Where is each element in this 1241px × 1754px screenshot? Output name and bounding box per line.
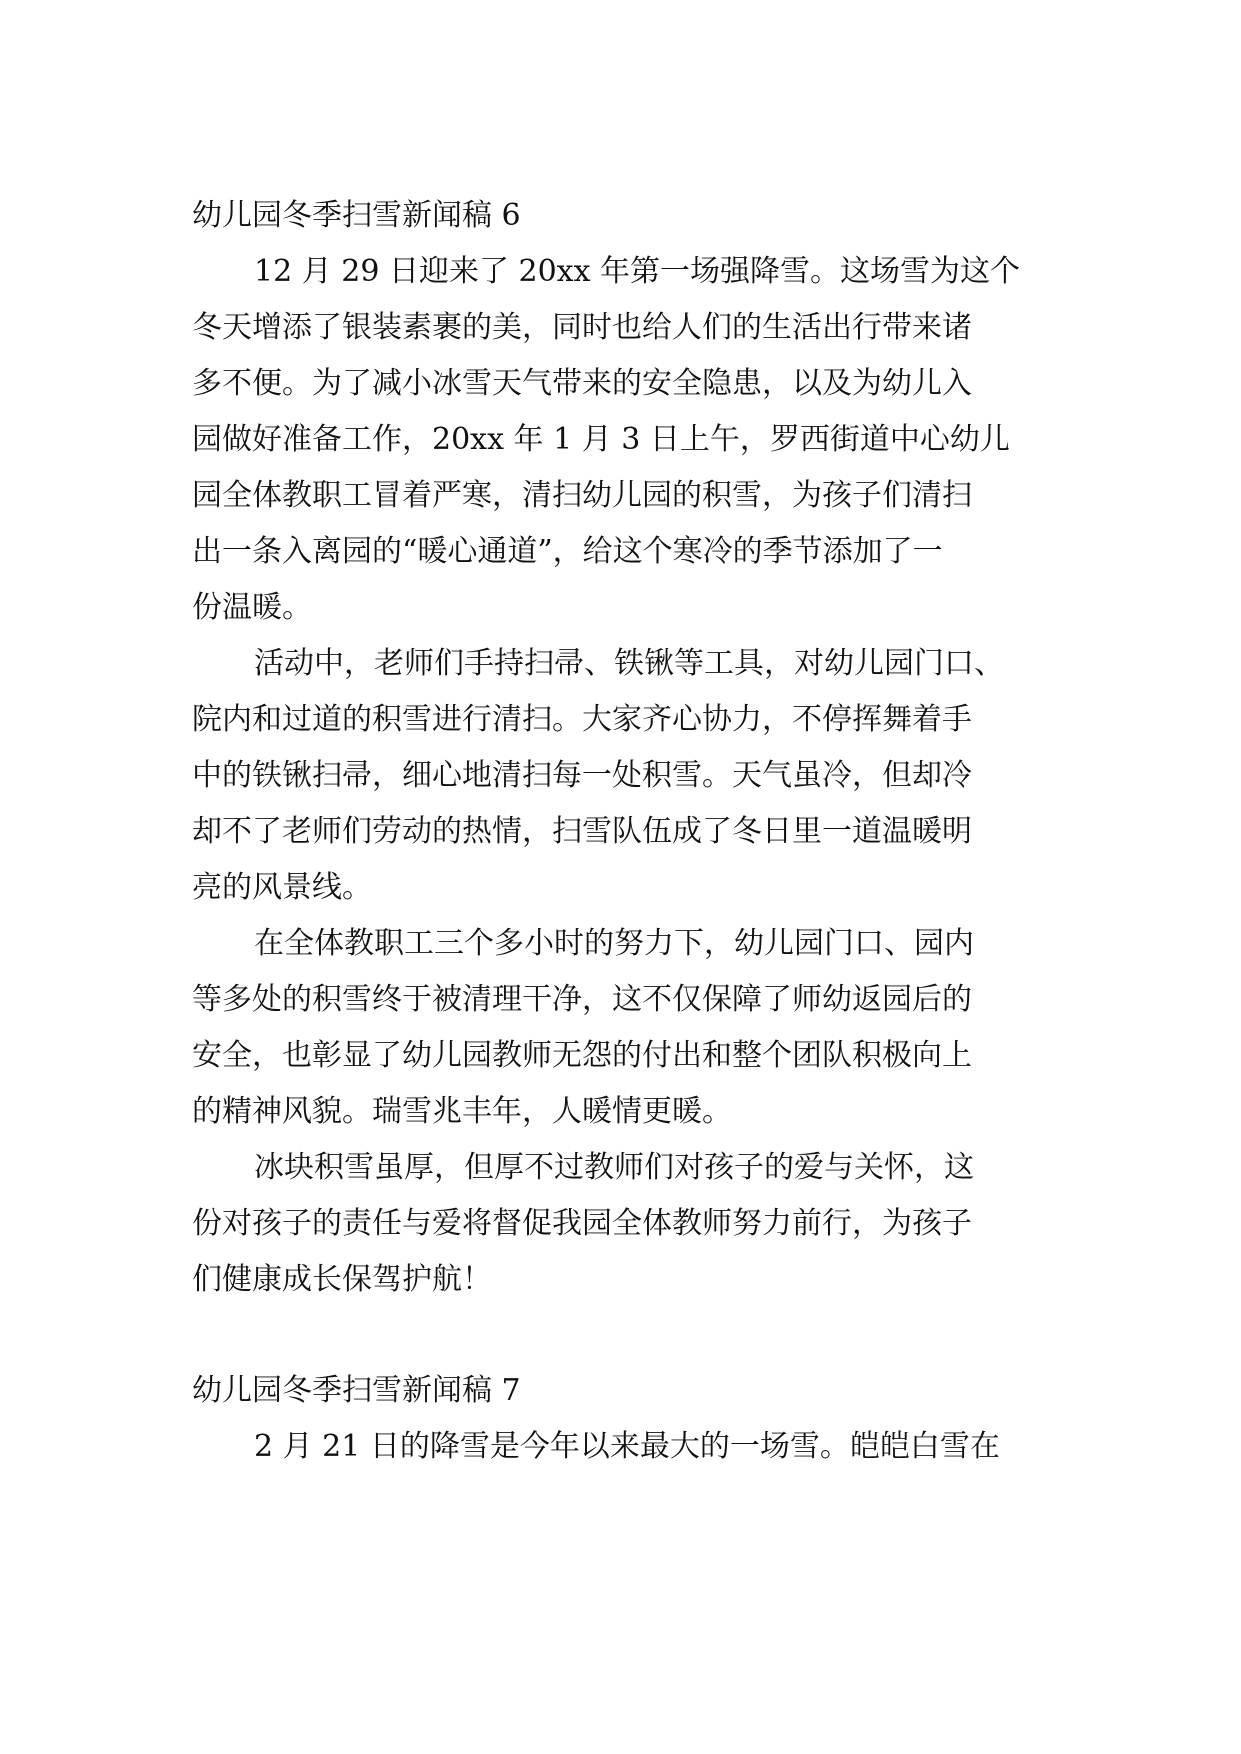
text-line: 中的铁锹扫帚，细心地清扫每一处积雪。天气虽冷，但却冷 [192, 758, 972, 793]
text-line: 12 月 29 日迎来了 20xx 年第一场强降雪。这场雪为这个 [254, 254, 1021, 289]
text-line: 的精神风貌。瑞雪兆丰年，人暖情更暖。 [192, 1094, 732, 1129]
text-line: 亮的风景线。 [192, 870, 372, 905]
text-line: 活动中，老师们手持扫帚、铁锹等工具，对幼儿园门口、 [254, 646, 1004, 681]
section-title: 幼儿园冬季扫雪新闻稿 7 [192, 1373, 521, 1408]
text-line: 份温暖。 [192, 590, 312, 625]
text-line: 却不了老师们劳动的热情，扫雪队伍成了冬日里一道温暖明 [192, 814, 972, 849]
text-line: 等多处的积雪终于被清理干净，这不仅保障了师幼返园后的 [192, 982, 972, 1017]
text-line: 在全体教职工三个多小时的努力下，幼儿园门口、园内 [254, 926, 974, 961]
text-line: 园全体教职工冒着严寒，清扫幼儿园的积雪，为孩子们清扫 [192, 478, 972, 513]
text-line: 出一条入离园的“暖心通道”，给这个寒冷的季节添加了一 [192, 534, 943, 569]
text-line: 2 月 21 日的降雪是今年以来最大的一场雪。皑皑白雪在 [254, 1429, 1000, 1464]
text-line: 冰块积雪虽厚，但厚不过教师们对孩子的爱与关怀，这 [254, 1150, 974, 1185]
text-line: 冬天增添了银装素裹的美，同时也给人们的生活出行带来诸 [192, 310, 972, 345]
text-line: 园做好准备工作，20xx 年 1 月 3 日上午，罗西街道中心幼儿 [192, 422, 1010, 457]
text-line: 多不便。为了减小冰雪天气带来的安全隐患，以及为幼儿入 [192, 366, 972, 401]
text-line: 们健康成长保驾护航！ [192, 1262, 492, 1297]
text-line: 院内和过道的积雪进行清扫。大家齐心协力，不停挥舞着手 [192, 702, 972, 737]
text-line: 份对孩子的责任与爱将督促我园全体教师努力前行，为孩子 [192, 1206, 972, 1241]
section-title: 幼儿园冬季扫雪新闻稿 6 [192, 198, 521, 233]
text-line: 安全，也彰显了幼儿园教师无怨的付出和整个团队积极向上 [192, 1038, 972, 1073]
